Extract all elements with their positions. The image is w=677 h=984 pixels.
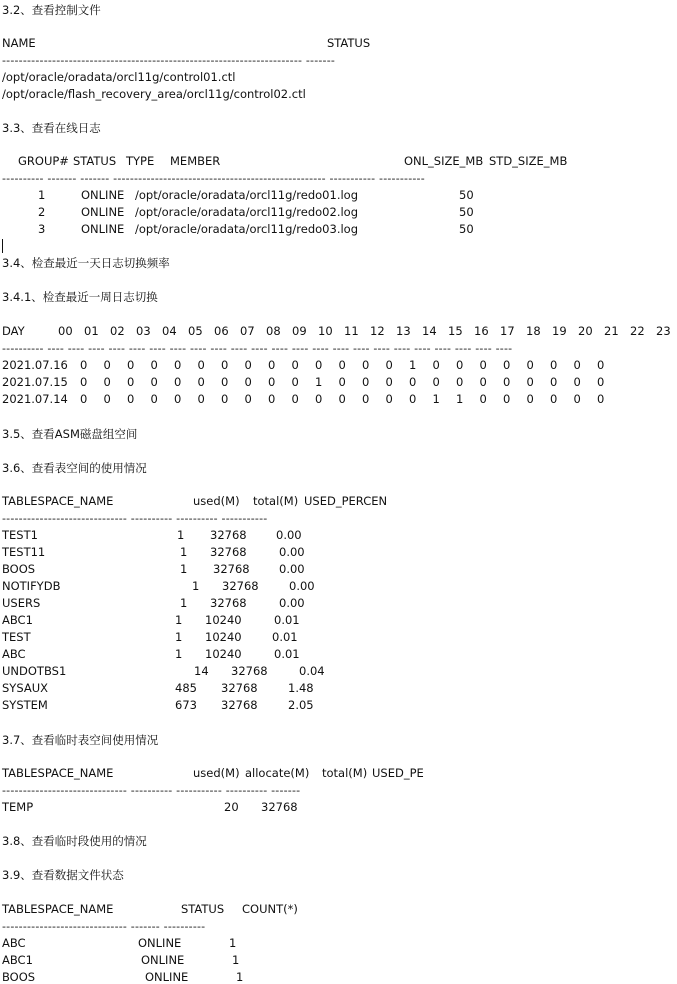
log-size-cell: 50 bbox=[459, 222, 474, 236]
switch-count-cell: 0 bbox=[338, 358, 346, 372]
tablespace-name-cell: BOOS bbox=[2, 562, 36, 576]
tablespace-total-cell: 32768 bbox=[231, 664, 268, 678]
section-heading-3-7: 3.7、查看临时表空间使用情况 bbox=[2, 733, 159, 747]
switch-count-cell: 0 bbox=[197, 358, 205, 372]
switch-count-cell: 0 bbox=[244, 392, 252, 406]
column-header-group: GROUP# bbox=[18, 154, 69, 168]
tablespace-percent-cell: 1.48 bbox=[288, 681, 314, 695]
switch-count-cell: 0 bbox=[150, 375, 158, 389]
switch-count-cell: 0 bbox=[244, 358, 252, 372]
switch-count-cell: 0 bbox=[573, 375, 581, 389]
tablespace-used-cell: 1 bbox=[180, 596, 188, 610]
temp-total-value: 32768 bbox=[261, 800, 298, 814]
column-header-tablespace: TABLESPACE_NAME bbox=[2, 766, 114, 780]
control-file-row: /opt/oracle/flash_recovery_area/orcl11g/control02.ctl bbox=[2, 87, 306, 101]
column-header-used: used(M) bbox=[193, 494, 240, 508]
tablespace-name-cell: SYSAUX bbox=[2, 681, 48, 695]
switch-count-cell: 0 bbox=[362, 375, 370, 389]
switch-count-cell: 0 bbox=[221, 358, 229, 372]
datafile-status-cell: ONLINE bbox=[138, 936, 182, 950]
switch-count-cell: 0 bbox=[315, 392, 323, 406]
tablespace-percent-cell: 0.01 bbox=[274, 647, 300, 661]
log-group-cell: 3 bbox=[38, 222, 46, 236]
switch-count-cell: 0 bbox=[103, 358, 111, 372]
switch-count-cell: 0 bbox=[526, 358, 534, 372]
section-heading-3-4: 3.4、检查最近一天日志切换频率 bbox=[2, 256, 170, 270]
log-group-cell: 1 bbox=[38, 188, 46, 202]
switch-count-cell: 0 bbox=[550, 392, 558, 406]
tablespace-total-cell: 32768 bbox=[221, 698, 258, 712]
tablespace-used-cell: 673 bbox=[175, 698, 197, 712]
switch-date-cell: 2021.07.15 bbox=[2, 375, 68, 389]
hour-header: 15 bbox=[448, 324, 463, 338]
tablespace-name-cell: SYSTEM bbox=[2, 698, 48, 712]
tablespace-total-cell: 32768 bbox=[210, 545, 247, 559]
tablespace-name-cell: UNDOTBS1 bbox=[2, 664, 67, 678]
switch-count-cell: 0 bbox=[197, 392, 205, 406]
column-header-member: MEMBER bbox=[170, 154, 221, 168]
switch-count-cell: 1 bbox=[409, 358, 417, 372]
hour-header: 10 bbox=[318, 324, 333, 338]
tablespace-total-cell: 10240 bbox=[205, 613, 242, 627]
switch-count-cell: 0 bbox=[385, 392, 393, 406]
tablespace-used-cell: 1 bbox=[180, 562, 188, 576]
switch-count-cell: 0 bbox=[174, 358, 182, 372]
hour-header: 23 bbox=[656, 324, 671, 338]
separator-line: ------------------------------------------------------------------------ ------- bbox=[2, 56, 336, 66]
switch-count-cell: 0 bbox=[503, 392, 511, 406]
switch-date-cell: 2021.07.16 bbox=[2, 358, 68, 372]
hour-header: 18 bbox=[526, 324, 541, 338]
hour-header: 07 bbox=[240, 324, 255, 338]
switch-count-cell: 0 bbox=[385, 375, 393, 389]
tablespace-name-cell: ABC1 bbox=[2, 613, 33, 627]
column-header-name: NAME bbox=[2, 36, 36, 50]
datafile-tablespace-cell: ABC bbox=[2, 936, 26, 950]
switch-count-cell: 0 bbox=[80, 358, 88, 372]
switch-count-cell: 0 bbox=[80, 375, 88, 389]
switch-count-cell: 0 bbox=[597, 375, 605, 389]
hour-header: 22 bbox=[630, 324, 645, 338]
hour-header: 17 bbox=[500, 324, 515, 338]
switch-count-cell: 0 bbox=[80, 392, 88, 406]
section-heading-3-4-1: 3.4.1、检查最近一周日志切换 bbox=[2, 290, 158, 304]
log-size-cell: 50 bbox=[459, 188, 474, 202]
tablespace-used-cell: 1 bbox=[177, 528, 185, 542]
switch-count-cell: 0 bbox=[315, 358, 323, 372]
switch-count-cell: 0 bbox=[291, 375, 299, 389]
switch-count-cell: 0 bbox=[197, 375, 205, 389]
column-header-used: used(M) bbox=[193, 766, 240, 780]
switch-count-cell: 0 bbox=[291, 358, 299, 372]
tablespace-total-cell: 32768 bbox=[222, 579, 259, 593]
separator-line: ---------- ---- ---- ---- ---- ---- ---- ---- ---- ---- ---- ---- ---- ---- ---- ---- ---- ---- ---- ---- ---- ---- ---- ---- bbox=[2, 344, 513, 354]
tablespace-used-cell: 485 bbox=[175, 681, 197, 695]
switch-count-cell: 0 bbox=[150, 358, 158, 372]
switch-count-cell: 0 bbox=[432, 358, 440, 372]
tablespace-percent-cell: 0.01 bbox=[272, 630, 298, 644]
tablespace-total-cell: 10240 bbox=[205, 630, 242, 644]
tablespace-name-cell: TEST1 bbox=[2, 528, 38, 542]
switch-count-cell: 0 bbox=[338, 375, 346, 389]
column-header-status: STATUS bbox=[73, 154, 117, 168]
hour-header: 04 bbox=[162, 324, 177, 338]
switch-count-cell: 0 bbox=[573, 392, 581, 406]
datafile-count-cell: 1 bbox=[232, 953, 240, 967]
column-header-used-percent: USED_PERCEN bbox=[304, 494, 388, 508]
tablespace-percent-cell: 0.00 bbox=[279, 545, 305, 559]
tablespace-total-cell: 32768 bbox=[221, 681, 258, 695]
column-header-allocate: allocate(M) bbox=[245, 766, 310, 780]
switch-count-cell: 0 bbox=[550, 358, 558, 372]
tablespace-used-cell: 1 bbox=[175, 647, 183, 661]
log-status-cell: ONLINE bbox=[81, 205, 125, 219]
switch-count-cell: 0 bbox=[409, 375, 417, 389]
switch-count-cell: 1 bbox=[432, 392, 440, 406]
hour-header: 19 bbox=[552, 324, 567, 338]
switch-date-cell: 2021.07.14 bbox=[2, 392, 68, 406]
separator-line: ------------------------------ ---------- ---------- ----------- bbox=[2, 514, 268, 524]
switch-count-cell: 0 bbox=[526, 375, 534, 389]
hour-header: 00 bbox=[58, 324, 73, 338]
switch-count-cell: 0 bbox=[503, 375, 511, 389]
switch-count-cell: 0 bbox=[479, 392, 487, 406]
tablespace-percent-cell: 0.01 bbox=[274, 613, 300, 627]
switch-count-cell: 0 bbox=[362, 392, 370, 406]
tablespace-total-cell: 32768 bbox=[213, 562, 250, 576]
log-member-cell: /opt/oracle/oradata/orcl11g/redo01.log bbox=[135, 188, 359, 202]
hour-header: 09 bbox=[292, 324, 307, 338]
hour-header: 12 bbox=[370, 324, 385, 338]
separator-line: ------------------------------ ------- ---------- bbox=[2, 922, 206, 932]
switch-count-cell: 0 bbox=[456, 358, 464, 372]
tablespace-total-cell: 32768 bbox=[210, 528, 247, 542]
tablespace-percent-cell: 0.04 bbox=[299, 664, 325, 678]
tablespace-used-cell: 1 bbox=[192, 579, 200, 593]
tablespace-total-cell: 32768 bbox=[210, 596, 247, 610]
tablespace-used-cell: 1 bbox=[180, 545, 188, 559]
switch-count-cell: 0 bbox=[479, 375, 487, 389]
section-heading-3-6: 3.6、查看表空间的使用情况 bbox=[2, 461, 147, 475]
datafile-tablespace-cell: ABC1 bbox=[2, 953, 33, 967]
switch-count-cell: 0 bbox=[103, 392, 111, 406]
column-header-total: total(M) bbox=[322, 766, 368, 780]
switch-count-cell: 0 bbox=[550, 375, 558, 389]
switch-count-cell: 0 bbox=[268, 358, 276, 372]
switch-count-cell: 0 bbox=[244, 375, 252, 389]
switch-count-cell: 0 bbox=[127, 358, 135, 372]
tablespace-name-cell: NOTIFYDB bbox=[2, 579, 61, 593]
column-header-type: TYPE bbox=[126, 154, 155, 168]
control-file-row: /opt/oracle/oradata/orcl11g/control01.ctl bbox=[2, 70, 236, 84]
log-status-cell: ONLINE bbox=[81, 222, 125, 236]
hour-header: 21 bbox=[604, 324, 619, 338]
datafile-status-cell: ONLINE bbox=[141, 953, 185, 967]
switch-count-cell: 0 bbox=[268, 392, 276, 406]
datafile-count-cell: 1 bbox=[236, 970, 244, 984]
switch-count-cell: 0 bbox=[432, 375, 440, 389]
section-heading-3-8: 3.8、查看临时段使用的情况 bbox=[2, 834, 147, 848]
switch-count-cell: 0 bbox=[597, 358, 605, 372]
hour-header: 08 bbox=[266, 324, 281, 338]
switch-count-cell: 0 bbox=[127, 392, 135, 406]
tablespace-percent-cell: 0.00 bbox=[279, 562, 305, 576]
switch-count-cell: 0 bbox=[221, 392, 229, 406]
tablespace-used-cell: 14 bbox=[194, 664, 209, 678]
switch-count-cell: 1 bbox=[456, 392, 464, 406]
switch-count-cell: 0 bbox=[103, 375, 111, 389]
hour-header: 01 bbox=[84, 324, 99, 338]
datafile-status-cell: ONLINE bbox=[145, 970, 189, 984]
text-cursor bbox=[2, 239, 3, 253]
datafile-tablespace-cell: BOOS bbox=[2, 970, 36, 984]
switch-count-cell: 0 bbox=[362, 358, 370, 372]
separator-line: ---------- ------- ------- --------------------------------------------------- ----------- ----------- bbox=[2, 174, 425, 184]
column-header-day: DAY bbox=[2, 324, 25, 338]
tablespace-used-cell: 1 bbox=[175, 630, 183, 644]
switch-count-cell: 0 bbox=[127, 375, 135, 389]
log-size-cell: 50 bbox=[459, 205, 474, 219]
section-heading-3-3: 3.3、查看在线日志 bbox=[2, 121, 101, 135]
tablespace-total-cell: 10240 bbox=[205, 647, 242, 661]
switch-count-cell: 0 bbox=[150, 392, 158, 406]
hour-header: 16 bbox=[474, 324, 489, 338]
switch-count-cell: 0 bbox=[268, 375, 276, 389]
column-header-tablespace: TABLESPACE_NAME bbox=[2, 902, 114, 916]
column-header-onl-size: ONL_SIZE_MB bbox=[404, 154, 484, 168]
column-header-tablespace: TABLESPACE_NAME bbox=[2, 494, 114, 508]
tablespace-percent-cell: 0.00 bbox=[279, 596, 305, 610]
switch-count-cell: 0 bbox=[456, 375, 464, 389]
tablespace-used-cell: 1 bbox=[175, 613, 183, 627]
datafile-count-cell: 1 bbox=[229, 936, 237, 950]
switch-count-cell: 0 bbox=[409, 392, 417, 406]
temp-allocate-value: 20 bbox=[224, 800, 239, 814]
hour-header: 13 bbox=[396, 324, 411, 338]
tablespace-name-cell: USERS bbox=[2, 596, 41, 610]
switch-count-cell: 0 bbox=[573, 358, 581, 372]
hour-header: 03 bbox=[136, 324, 151, 338]
section-heading-3-2: 3.2、查看控制文件 bbox=[2, 3, 101, 17]
column-header-count: COUNT(*) bbox=[242, 902, 298, 916]
log-member-cell: /opt/oracle/oradata/orcl11g/redo02.log bbox=[135, 205, 359, 219]
separator-line: ------------------------------ ---------- ----------- ---------- ------- bbox=[2, 786, 301, 796]
hour-header: 05 bbox=[188, 324, 203, 338]
switch-count-cell: 0 bbox=[174, 375, 182, 389]
column-header-std-size: STD_SIZE_MB bbox=[489, 154, 568, 168]
column-header-used-pe: USED_PE bbox=[372, 766, 424, 780]
switch-count-cell: 0 bbox=[526, 392, 534, 406]
hour-header: 06 bbox=[214, 324, 229, 338]
tablespace-name-cell: TEST bbox=[2, 630, 31, 644]
switch-count-cell: 1 bbox=[315, 375, 323, 389]
log-member-cell: /opt/oracle/oradata/orcl11g/redo03.log bbox=[135, 222, 359, 236]
hour-header: 14 bbox=[422, 324, 437, 338]
switch-count-cell: 0 bbox=[221, 375, 229, 389]
switch-count-cell: 0 bbox=[385, 358, 393, 372]
tablespace-percent-cell: 0.00 bbox=[276, 528, 302, 542]
tablespace-percent-cell: 2.05 bbox=[288, 698, 314, 712]
tablespace-percent-cell: 0.00 bbox=[289, 579, 315, 593]
log-group-cell: 2 bbox=[38, 205, 46, 219]
hour-header: 11 bbox=[344, 324, 359, 338]
switch-count-cell: 0 bbox=[338, 392, 346, 406]
column-header-total: total(M) bbox=[253, 494, 299, 508]
switch-count-cell: 0 bbox=[479, 358, 487, 372]
hour-header: 20 bbox=[578, 324, 593, 338]
switch-count-cell: 0 bbox=[174, 392, 182, 406]
log-status-cell: ONLINE bbox=[81, 188, 125, 202]
switch-count-cell: 0 bbox=[291, 392, 299, 406]
section-heading-3-5: 3.5、查看ASM磁盘组空间 bbox=[2, 427, 138, 441]
tablespace-name-cell: ABC bbox=[2, 647, 26, 661]
section-heading-3-9: 3.9、查看数据文件状态 bbox=[2, 868, 124, 882]
switch-count-cell: 0 bbox=[597, 392, 605, 406]
switch-count-cell: 0 bbox=[503, 358, 511, 372]
temp-tablespace-name: TEMP bbox=[2, 800, 34, 814]
column-header-status: STATUS bbox=[181, 902, 225, 916]
hour-header: 02 bbox=[110, 324, 125, 338]
tablespace-name-cell: TEST11 bbox=[2, 545, 46, 559]
column-header-status: STATUS bbox=[327, 36, 371, 50]
